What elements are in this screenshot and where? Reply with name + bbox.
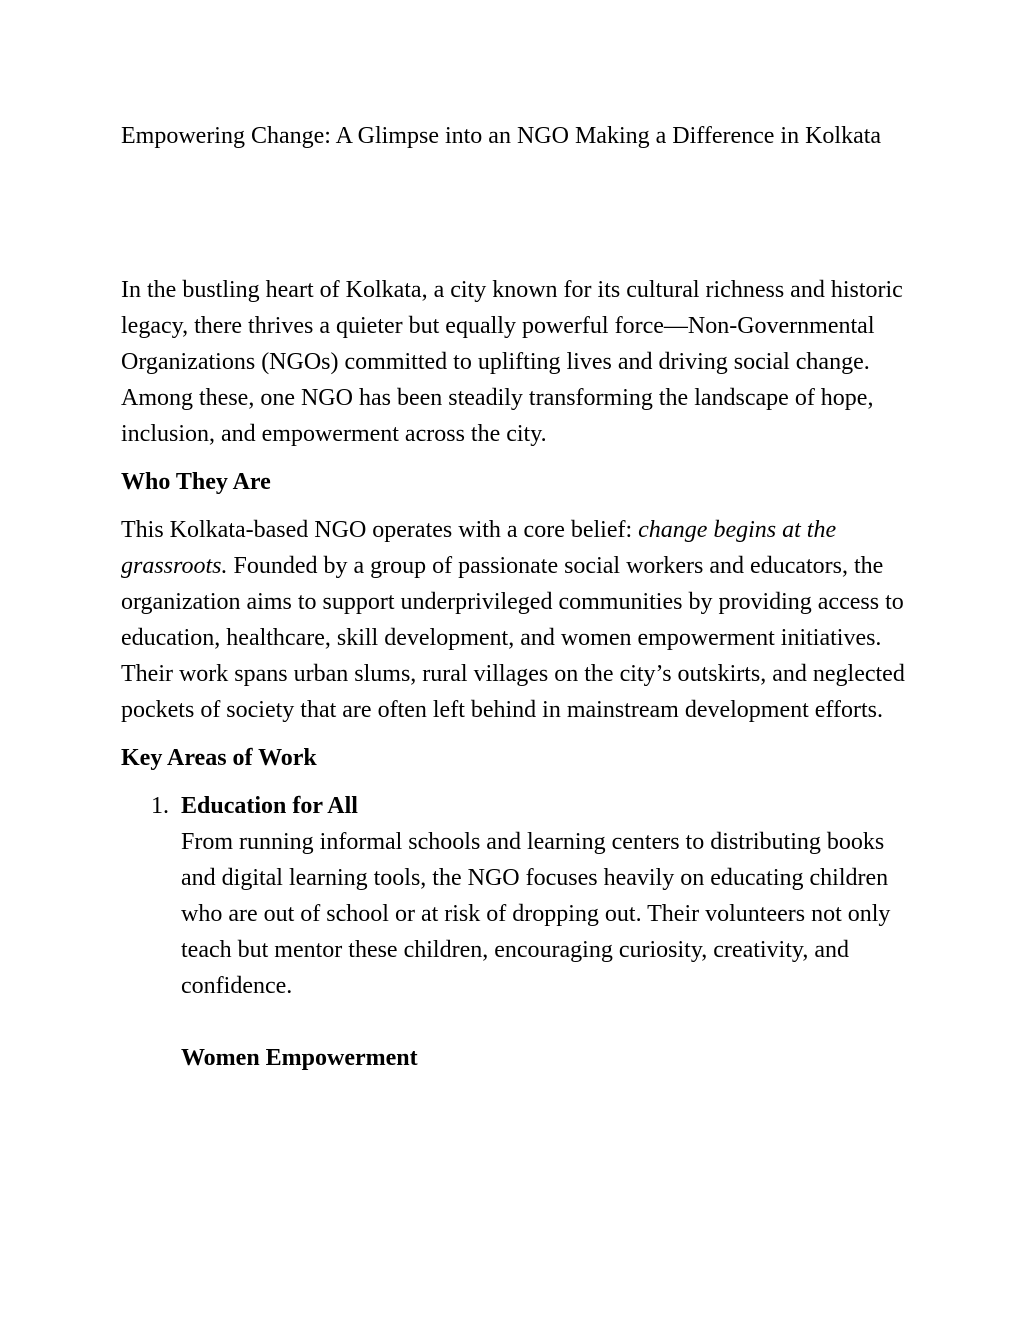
key-areas-heading: Key Areas of Work (121, 745, 317, 771)
core-belief-text: change begins at the grassroots. (121, 517, 837, 579)
women-empowerment-item-title: Women Empowerment (181, 1045, 418, 1071)
intro-paragraph: In the bustling heart of Kolkata, a city known for its cultural richness and historic legacy, there thrives a quieter but equally powerful force—Non-Governmental Organizations (NGOs) committed to uplifting lives and driving social change. Among these, one NGO has been steadily transforming the landscape of hope, inclusion, and empowerment across the city. (121, 277, 903, 447)
education-item-title: Education for All (181, 793, 358, 819)
document-title: Empowering Change: A Glimpse into an NGO Making a Difference in Kolkata (121, 123, 882, 149)
who-they-are-paragraph (121, 512, 911, 728)
who-lead-text: This Kolkata-based NGO operates with a core belief: (121, 517, 639, 543)
work-list-item (121, 788, 911, 1004)
document-content (121, 118, 911, 1076)
who-rest-text: Founded by a group of passionate social workers and educators, the organization aims to support underprivileged communities by providing access to education, healthcare, skill development, and women empowerment initiatives. Their work spans urban slums, rural villages on the city’s outskirts, and neglected pockets of society that are often left behind in mainstream development efforts. (121, 553, 905, 723)
list-number: 1. (151, 793, 169, 819)
education-item-body: From running informal schools and learning centers to distributing books and digital learning tools, the NGO focuses heavily on educating children who are out of school or at risk of dropping out. Their volunteers not only teach but mentor these children, encouraging curiosity, creativity, and confidence. (181, 829, 891, 999)
who-they-are-heading: Who They Are (121, 469, 271, 495)
